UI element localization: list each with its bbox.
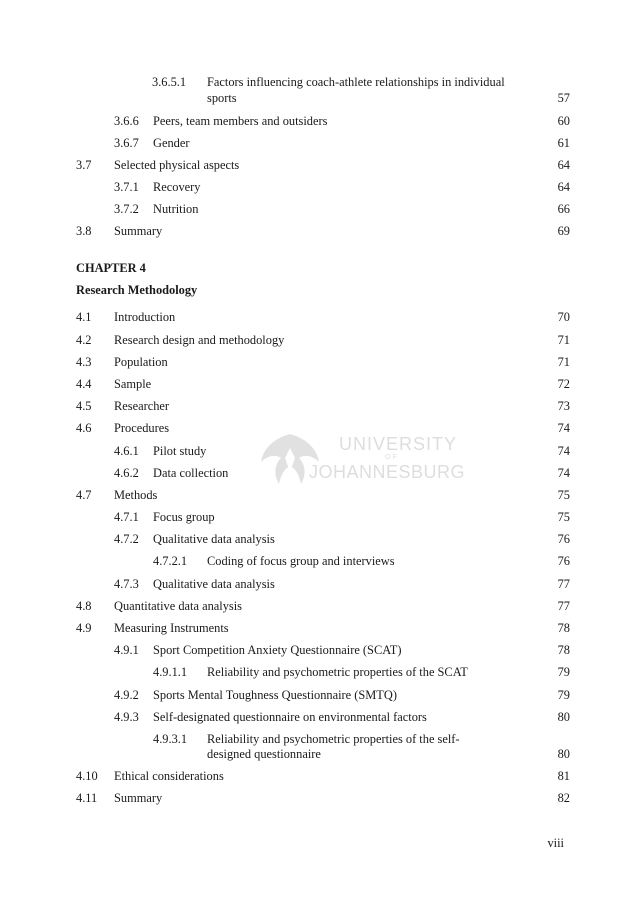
toc-entry [0, 487, 638, 503]
toc-page: 75 [557, 488, 570, 502]
toc-title: Introduction [114, 310, 176, 324]
toc-number: 4.8 [76, 599, 92, 613]
toc-page: 81 [557, 769, 570, 783]
toc-title: Reliability and psychometric properties of the self- [207, 732, 460, 746]
toc-number: 4.7.2.1 [153, 554, 188, 568]
toc-page: 76 [557, 532, 570, 546]
toc-entry [0, 201, 638, 217]
toc-entry [0, 376, 638, 392]
toc-number: 4.10 [76, 769, 98, 783]
toc-page: 71 [557, 333, 570, 347]
toc-entry [0, 135, 638, 151]
toc-title: Measuring Instruments [114, 621, 229, 635]
toc-title: Researcher [114, 399, 170, 413]
watermark-line2: OF [385, 454, 399, 461]
toc-number: 4.6 [76, 421, 92, 435]
toc-entry [0, 664, 638, 680]
toc-entry [0, 768, 638, 784]
toc-number: 4.9.1 [114, 643, 139, 657]
toc-title: Quantitative data analysis [114, 599, 242, 613]
toc-entry [0, 309, 638, 325]
toc-number: 3.6.7 [114, 136, 139, 150]
toc-entry [0, 332, 638, 348]
toc-number: 4.3 [76, 355, 92, 369]
toc-number: 4.7 [76, 488, 92, 502]
toc-entry [0, 642, 638, 658]
toc-entry [0, 420, 638, 436]
toc-number: 4.7.2 [114, 532, 139, 546]
toc-title: Methods [114, 488, 158, 502]
toc-page: 77 [557, 599, 570, 613]
toc-page: 75 [557, 510, 570, 524]
toc-page: 74 [557, 421, 570, 435]
toc-entry [0, 620, 638, 636]
toc-page: 74 [557, 444, 570, 458]
toc-entry [0, 531, 638, 547]
toc-number: 4.7.3 [114, 577, 139, 591]
toc-number: 4.4 [76, 377, 92, 391]
toc-number: 3.8 [76, 224, 92, 238]
toc-title: Qualitative data analysis [153, 532, 275, 546]
toc-title: Recovery [153, 180, 201, 194]
toc-page: 77 [557, 577, 570, 591]
toc-page: 74 [557, 466, 570, 480]
toc-number: 4.9 [76, 621, 92, 635]
toc-page: 64 [557, 180, 570, 194]
toc-entry [0, 687, 638, 703]
toc-title: Ethical considerations [114, 769, 224, 783]
toc-number: 3.6.5.1 [152, 75, 187, 89]
toc-entry [0, 553, 638, 569]
toc-title: sports [207, 91, 237, 105]
toc-entry [0, 731, 638, 747]
toc-number: 4.9.3 [114, 710, 139, 724]
toc-page: 72 [557, 377, 570, 391]
toc-title: Reliability and psychometric properties of the SCAT [207, 665, 468, 679]
toc-entry [0, 709, 638, 725]
toc-number: 4.11 [76, 791, 98, 805]
toc-title: Self-designated questionnaire on environmental factors [153, 710, 427, 724]
toc-number: 4.9.2 [114, 688, 139, 702]
toc-page: 80 [557, 710, 570, 724]
toc-title: Procedures [114, 421, 170, 435]
toc-entry [0, 113, 638, 129]
toc-page: 80 [557, 747, 570, 761]
toc-page: 78 [557, 643, 570, 657]
toc-title: Sport Competition Anxiety Questionnaire (SCAT) [153, 643, 402, 657]
toc-number: 4.9.3.1 [153, 732, 188, 746]
toc-title: Pilot study [153, 444, 207, 458]
chapter-title: Research Methodology [76, 283, 198, 297]
toc-number: 4.5 [76, 399, 92, 413]
toc-title: Coding of focus group and interviews [207, 554, 395, 568]
toc-entry [0, 354, 638, 370]
toc-title: Summary [114, 224, 163, 238]
toc-entry-continued [0, 746, 638, 762]
toc-number: 3.7.2 [114, 202, 139, 216]
toc-title: Sports Mental Toughness Questionnaire (SMTQ) [153, 688, 397, 702]
toc-entry [0, 465, 638, 481]
toc-title: Peers, team members and outsiders [153, 114, 328, 128]
toc-page: 76 [557, 554, 570, 568]
university-crest-icon [255, 428, 325, 494]
watermark [245, 426, 465, 496]
toc-page: 79 [557, 688, 570, 702]
toc-entry [0, 576, 638, 592]
toc-page: 69 [557, 224, 570, 238]
toc-page: 66 [557, 202, 570, 216]
toc-number: 4.6.2 [114, 466, 139, 480]
toc-entry [0, 157, 638, 173]
toc-number: 4.9.1.1 [153, 665, 188, 679]
toc-number: 4.7.1 [114, 510, 139, 524]
toc-entry [0, 509, 638, 525]
toc-page: 60 [557, 114, 570, 128]
toc-title: Focus group [153, 510, 215, 524]
toc-page: 73 [557, 399, 570, 413]
toc-title: Selected physical aspects [114, 158, 240, 172]
watermark-line3: JOHANNESBURG [309, 462, 466, 482]
toc-number: 4.2 [76, 333, 92, 347]
toc-entry [0, 179, 638, 195]
toc-number: 4.1 [76, 310, 92, 324]
toc-title: Research design and methodology [114, 333, 285, 347]
toc-number: 4.6.1 [114, 444, 139, 458]
toc-title: Gender [153, 136, 190, 150]
toc-page: 64 [557, 158, 570, 172]
toc-page: 82 [557, 791, 570, 805]
toc-number: 3.7.1 [114, 180, 139, 194]
chapter-label: CHAPTER 4 [76, 261, 146, 275]
toc-title: Sample [114, 377, 152, 391]
toc-title: Qualitative data analysis [153, 577, 275, 591]
toc-title: Data collection [153, 466, 229, 480]
toc-entry [0, 74, 638, 90]
toc-entry [0, 223, 638, 239]
watermark-line1: UNIVERSITY [339, 434, 458, 454]
toc-entry [0, 443, 638, 459]
toc-entry [0, 790, 638, 806]
toc-entry [0, 398, 638, 414]
toc-page: 78 [557, 621, 570, 635]
toc-page: 61 [557, 136, 570, 150]
toc-title: Summary [114, 791, 163, 805]
toc-entry-continued [0, 90, 638, 106]
toc-number: 3.7 [76, 158, 92, 172]
toc-title: designed questionnaire [207, 747, 321, 761]
toc-page: 70 [557, 310, 570, 324]
toc-title: Population [114, 355, 168, 369]
toc-page: 71 [557, 355, 570, 369]
toc-entry [0, 598, 638, 614]
toc-page: 57 [557, 91, 570, 105]
toc-title: Nutrition [153, 202, 199, 216]
toc-page: 79 [557, 665, 570, 679]
toc-number: 3.6.6 [114, 114, 139, 128]
toc-title: Factors influencing coach-athlete relationships in individual [207, 75, 505, 89]
page-number: viii [547, 836, 564, 850]
